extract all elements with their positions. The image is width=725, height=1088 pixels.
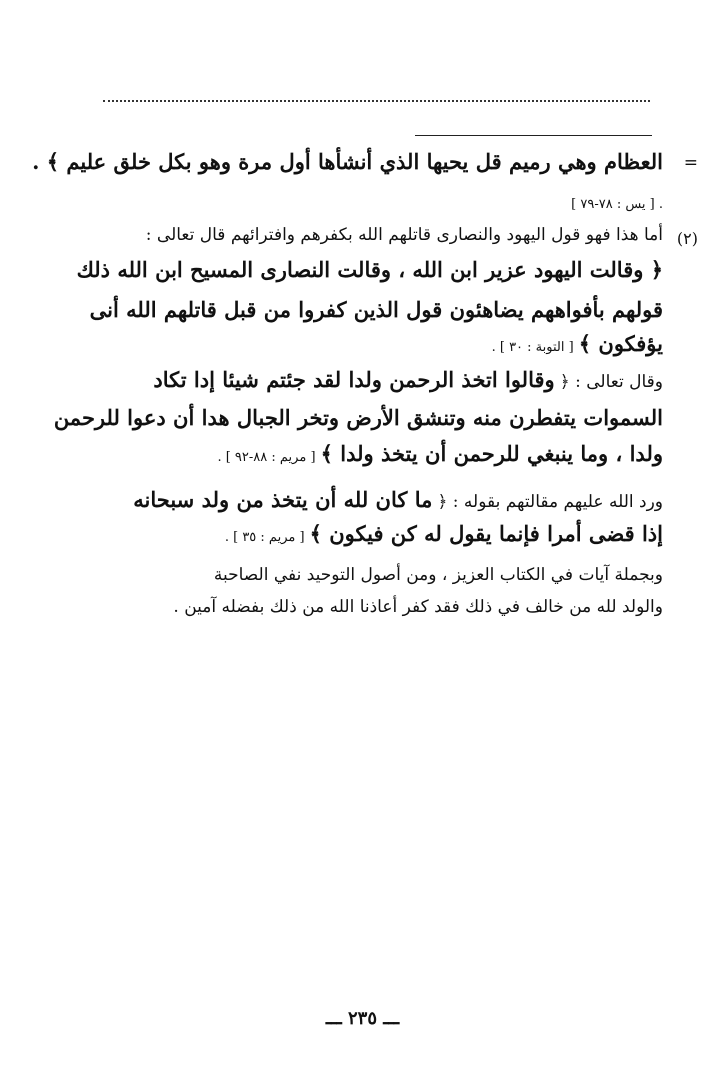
verse-line-9 — [217, 441, 663, 466]
citation-maryam-1: [ مريم : ٨٨-٩٢ ] . — [217, 450, 316, 465]
footnote-rule — [415, 135, 652, 136]
intro-radd: ورد الله عليهم مقالتهم بقوله : ﴿ — [437, 492, 663, 512]
continuation-marker: = — [683, 153, 698, 173]
citation-tawbah: [ التوبة : ٣٠ ] . — [491, 340, 574, 355]
citation-yasin: . [ يس : ٧٨-٧٩ ] — [571, 197, 663, 212]
citation-maryam-2: [ مريم : ٣٥ ] . — [224, 530, 305, 545]
text-line-1: العظام وهي رميم قل يحيها الذي أنشأها أول مرة وهو بكل خلق عليم ﴾ . — [32, 149, 663, 174]
intro-qala-taala: وقال تعالى : ﴿ — [559, 372, 663, 392]
dotted-separator — [103, 88, 650, 102]
verse-line-8: السموات يتفطرن منه وتنشق الأرض وتخر الجبال هدا أن دعوا للرحمن — [53, 405, 663, 430]
text-line-3: أما هذا فهو قول اليهود والنصارى قاتلهم الله بكفرهم وافترائهم قال تعالى : — [145, 225, 663, 245]
text-line-12: وبجملة آيات في الكتاب العزيز ، ومن أصول التوحيد نفي الصاحبة — [213, 565, 663, 585]
verse-line-5: قولهم بأفواههم يضاهئون قول الذين كفروا من قبل قاتلهم الله أنى — [89, 297, 663, 322]
verse-end: إذا قضى أمرا فإنما يقول له كن فيكون ﴾ — [309, 521, 663, 546]
verse-end: يؤفكون ﴾ — [578, 331, 663, 356]
verse-line-11 — [225, 521, 663, 546]
text-line-10 — [133, 487, 663, 512]
page-number: ـــ ٢٣٥ ـــ — [325, 1008, 400, 1029]
verse-start: وقالوا اتخذ الرحمن ولدا لقد جئتم شيئا إدا تكاد — [153, 367, 555, 392]
verse-end: ولدا ، وما ينبغي للرحمن أن يتخذ ولدا ﴾ — [320, 441, 663, 466]
verse-line-4: ﴿ وقالت اليهود عزير ابن الله ، وقالت النصارى المسيح ابن الله ذلك — [76, 257, 663, 282]
verse-line-6 — [492, 331, 663, 356]
text-line-7 — [153, 367, 663, 392]
text-line-13: والولد لله من خالف في ذلك فقد كفر أعاذنا الله من ذلك بفضله آمين . — [173, 597, 663, 617]
verse-start: ما كان لله أن يتخذ من ولد سبحانه — [133, 487, 433, 512]
footnote-number: (٢) — [676, 229, 698, 248]
